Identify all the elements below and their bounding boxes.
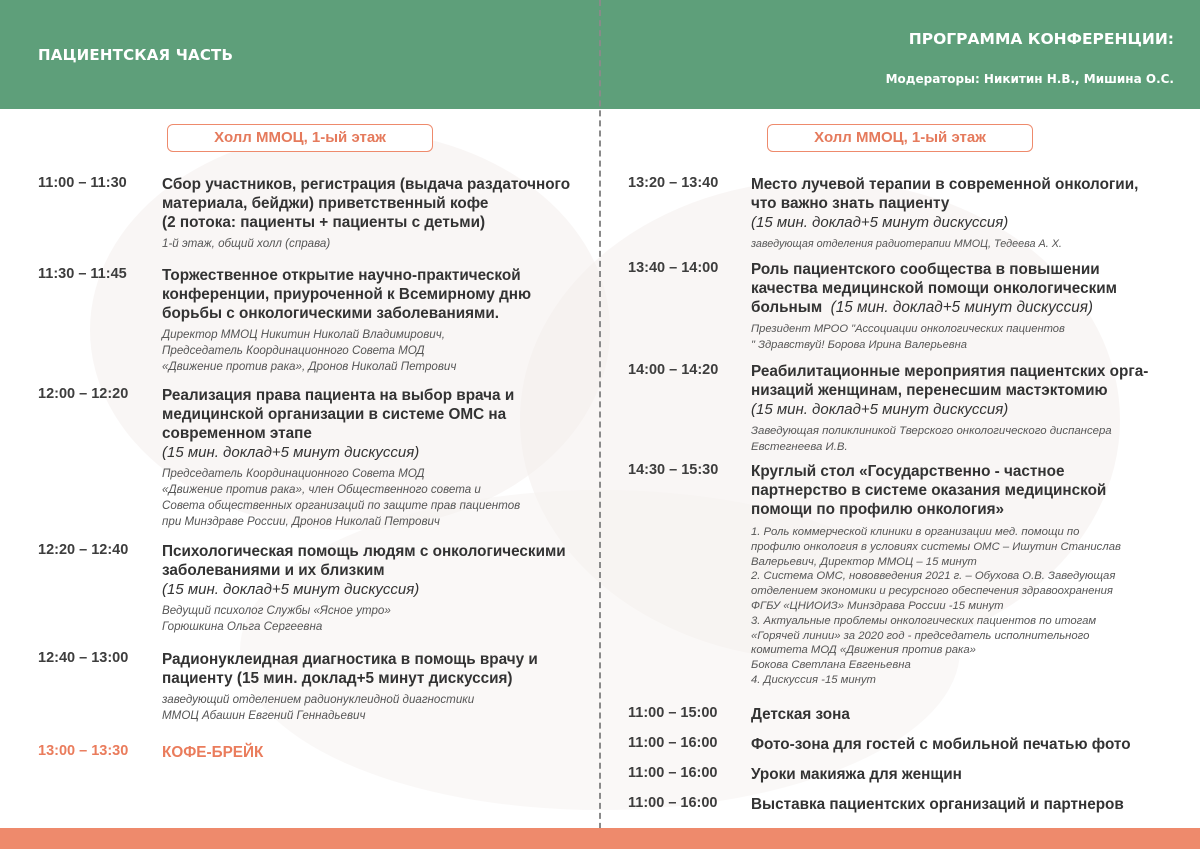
- entry-title: Психологическая помощь людям с онкологическими заболеваниями и их близким: [162, 543, 566, 579]
- entry-format-note: (15 мин. доклад+5 минут дискуссия): [830, 299, 1093, 316]
- entry-speaker: заведующая отделения радиотерапии ММОЦ, Тедеева А. Х.: [751, 238, 1062, 250]
- entry-speaker: Ведущий психолог Службы «Ясное утро» Горюшкина Ольга Сергеевна: [162, 604, 391, 633]
- entry-time: 11:00 – 15:00: [628, 705, 718, 721]
- entry-title: Радионуклеидная диагностика в помощь врачу и пациенту (15 мин. доклад+5 минут дискуссия): [162, 651, 538, 687]
- entry-format-note: (15 мин. доклад+5 минут дискуссия): [751, 214, 1009, 231]
- entry-speaker: Директор ММОЦ Никитин Николай Владимирович, Председатель Координационного Совета МОД «Движение против рака», Дронов Николай Петрович: [162, 328, 457, 373]
- entry-speaker: Заведующая поликлиникой Тверского онкологического диспансера Евстегнеева И.В.: [751, 425, 1112, 453]
- entry-time: 12:20 – 12:40: [38, 542, 129, 558]
- venue-label-right: Холл ММОЦ, 1-ый этаж: [767, 124, 1033, 152]
- entry-time: 11:00 – 16:00: [628, 765, 718, 781]
- entry-title: Круглый стол «Государственно - частное партнерство в системе оказания медицинской помощи по профилю онкология»: [751, 463, 1107, 518]
- entry-speaker: заведующий отделением радионуклеидной диагностики ММОЦ Абашин Евгений Геннадьевич: [162, 693, 475, 722]
- entry-speaker: Председатель Координационного Совета МОД «Движение против рака», член Общественного совета и Совета общественных организаций по защите прав пациентов при Минздраве России, Дронов Николай Петрович: [162, 467, 521, 528]
- entry-title: Уроки макияжа для женщин: [751, 766, 962, 783]
- entry-title: Реализация права пациента на выбор врача и медицинской организации в системе ОМС на современном этапе: [162, 387, 515, 442]
- round-table-agenda: 1. Роль коммерческой клиники в организации мед. помощи по профилю онкология в условиях системы ОМС – Ишутин Станислав Валерьевич, Директор ММОЦ – 15 минут 2. Система ОМС, нововведения 2021 г. – Обухова О.В. Заведующая отделением экономики и ресурсного обеспечения здравоохранения ФГБУ «ЦНИОИЗ» Минздрава России -15 минут 3. Актуальные проблемы онкологических пациентов по итогам «Горячей линии» за 2020 год - председатель исполнительного комитета МОД «Движения против рака» Бокова Светлана Евгеньевна 4. Дискуссия -15 минут: [751, 526, 1121, 686]
- moderators-line: Модераторы: Никитин Н.В., Мишина О.С.: [885, 72, 1174, 86]
- entry-title: Торжественное открытие научно-практической конференции, приуроченной к Всемирному дню борьбы с онкологическими заболеваниями.: [162, 267, 532, 322]
- entry-title: Реабилитационные мероприятия пациентских орга- низаций женщинам, перенесшим мастэктомию: [751, 363, 1149, 399]
- entry-title: Сбор участников, регистрация (выдача раздаточного материала, бейджи) приветственный кофе (2 потока: пациенты + пациенты с детьми): [162, 176, 571, 231]
- entry-time: 14:30 – 15:30: [628, 462, 719, 478]
- entry-time: 11:00 – 16:00: [628, 735, 718, 751]
- entry-title: Фото-зона для гостей с мобильной печатью фото: [751, 736, 1131, 753]
- footer-bar: [0, 828, 1200, 849]
- section-title: ПАЦИЕНТСКАЯ ЧАСТЬ: [38, 46, 234, 64]
- entry-title: Место лучевой терапии в современной онкологии, что важно знать пациенту: [751, 176, 1139, 212]
- entry-time: 13:40 – 14:00: [628, 260, 719, 276]
- program-title: ПРОГРАММА КОНФЕРЕНЦИИ:: [908, 30, 1174, 48]
- entry-time: 14:00 – 14:20: [628, 362, 719, 378]
- entry-title: Детская зона: [751, 706, 850, 723]
- entry-time: 11:00 – 11:30: [38, 175, 127, 191]
- entry-format-note: (15 мин. доклад+5 минут дискуссия): [751, 401, 1009, 418]
- venue-label-left: Холл ММОЦ, 1-ый этаж: [167, 124, 433, 152]
- entry-title: Выставка пациентских организаций и партнеров: [751, 796, 1124, 813]
- entry-time: 13:00 – 13:30: [38, 743, 129, 759]
- entry-time: 13:20 – 13:40: [628, 175, 719, 191]
- entry-time: 11:30 – 11:45: [38, 266, 127, 282]
- entry-format-note: (15 мин. доклад+5 минут дискуссия): [162, 444, 420, 461]
- entry-speaker: Президент МРОО "Ассоциации онкологических пациентов " Здравствуй! Борова Ирина Валерьевна: [751, 323, 1065, 351]
- entry-time: 11:00 – 16:00: [628, 795, 718, 811]
- entry-time: 12:40 – 13:00: [38, 650, 129, 666]
- entry-speaker: 1-й этаж, общий холл (справа): [162, 237, 331, 250]
- entry-time: 12:00 – 12:20: [38, 386, 129, 402]
- coffee-break-label: КОФЕ-БРЕЙК: [162, 744, 264, 761]
- entry-format-note: (15 мин. доклад+5 минут дискуссия): [162, 581, 420, 598]
- entry-title: Роль пациентского сообщества в повышении качества медицинской помощи онкологическим больным (15 мин. доклад+5 минут дискуссия): [751, 261, 1117, 316]
